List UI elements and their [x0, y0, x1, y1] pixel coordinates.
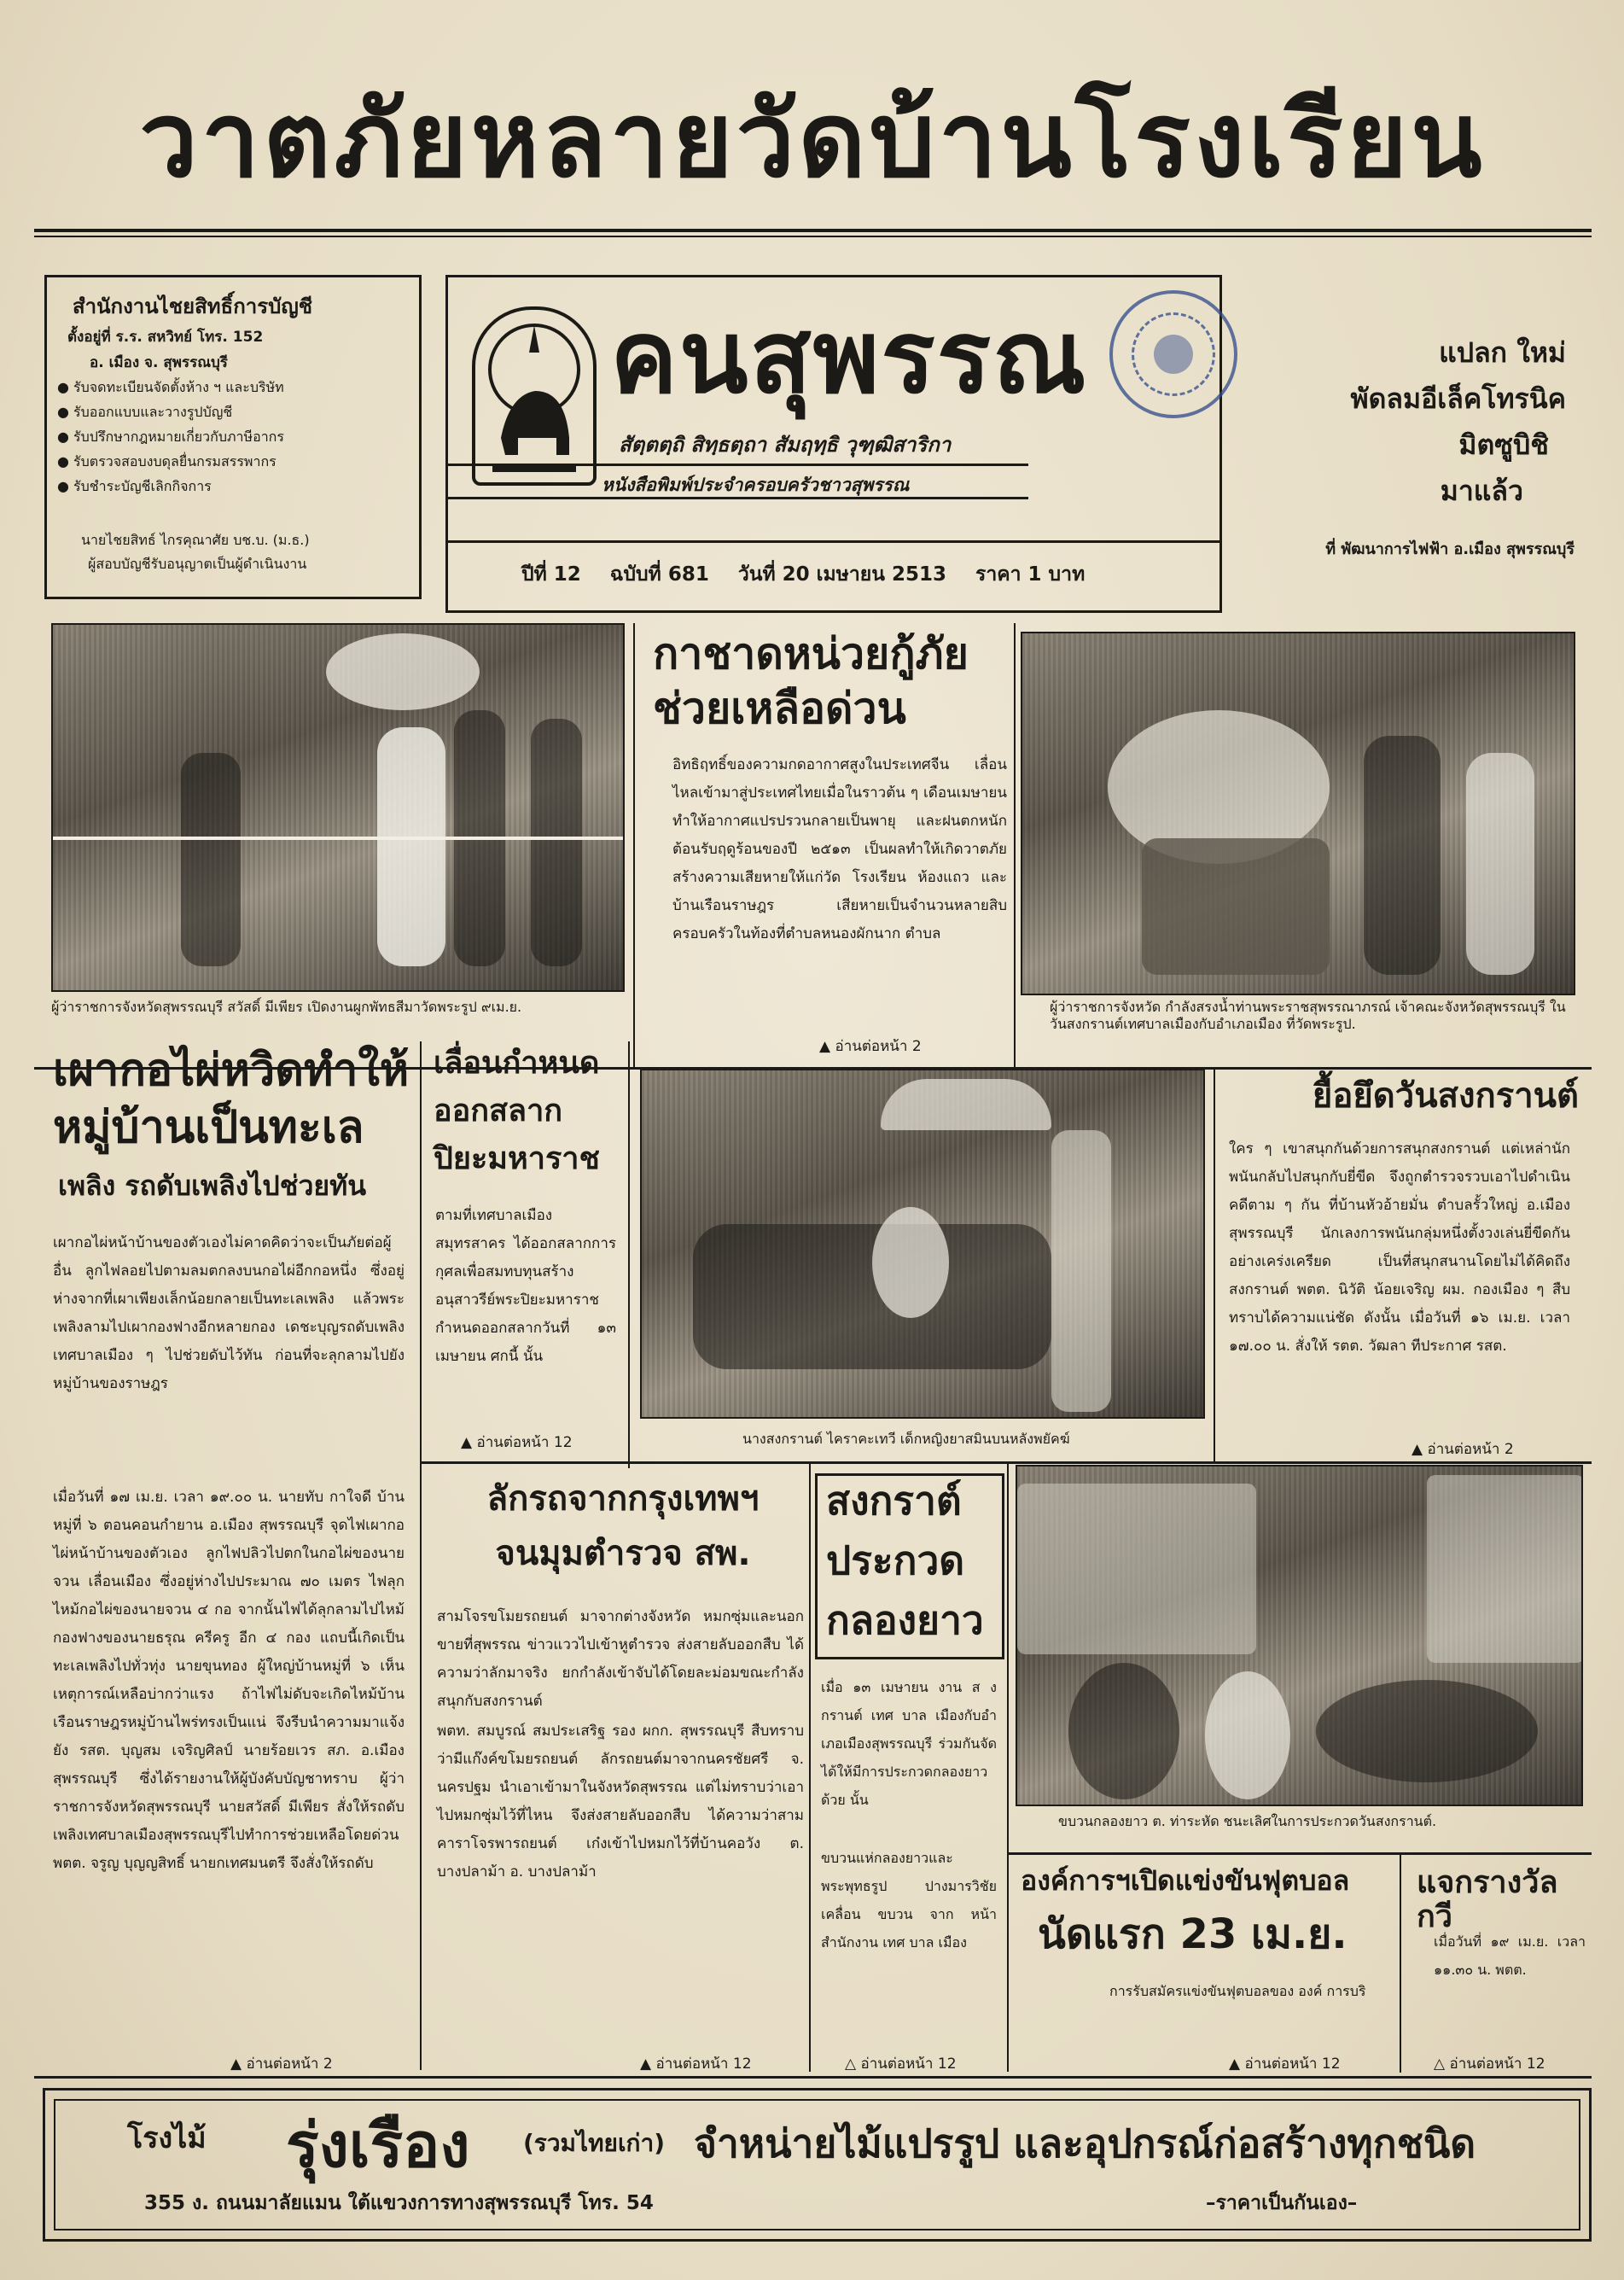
drum-headline-1: สงกราต์: [826, 1478, 962, 1524]
column-rule: [628, 1041, 630, 1468]
lumber-yard-ad: [43, 2088, 1592, 2242]
issue-line-rule: [448, 540, 1220, 543]
lumber-ad-price-note: –ราคาเป็นกันเอง–: [1206, 2192, 1358, 2214]
ad-service-item: ● รับตรวจสอบงบดุลยื่นกรมสรรพากร: [57, 453, 276, 469]
songkran-body: ใคร ๆ เขาสนุกกันด้วยการสนุกสงกรานต์ แต่เหล่านักพนันกลับไปสนุกกับยี่ขีด จึงถูกตำรวจรวบเอาไปดำเนินคดีตาม ๆ กัน ที่บ้านหัวอ้ายมั่น ตำบลรั้วใหญ่ อ.เมือง สุพรรณบุรี นักเลงการพนันกลุ่มหนึ่งตั้งวงเล่นยี่ขีดกันอย่างเคร่งเครียด เป็นที่สนุกสนานโดยไม่ได้คิดถึงสงกรานต์ พตต. นิวัติ น้อยเจริญ ผม. กองเมือง ๆ สืบทราบได้ความแน่ชัด ดังนั้น เมื่อวันที่ ๑๖ เม.ย. เวลา ๑๗.๐๐ น. สั่งให้ รตต. วัฒลา ทีประกาศ รสต.: [1229, 1140, 1570, 1355]
column-rule: [1007, 1464, 1009, 2072]
fire-body-2: เมื่อวันที่ ๑๗ เม.ย. เวลา ๑๙.๐๐ น. นายทับ กาใจดี บ้านหมู่ที่ ๖ ตอนคอนกำยาน อ.เมือง สุพรรณบุรี จุดไฟเผากอไผ่หน้าบ้านของตัวเอง ลูกไฟปลิวไปตกในกอไผ่ของนายจวน เลื่อนเมือง ซึ่งอยู่ห่างไปประมาณ ๗๐ เมตร ไฟลุกไหม้กอไผ่ของนายจวน ๔ กอ จากนั้นไฟได้ลุกลามไปไหม้กองฟางของนายธรุณ ครีครู อีก ๔ กอง แถบนี้เกิดเป็นทะเลเพลิงไปทั่วทุ่ง นายขุนทอง ผู้ใหญ่บ้านหมู่ที่ ๖ เห็นเหตุการณ์เหลือบ่ากว่าแรง ถ้าไฟไม่ดับจะเกิดไหม้บ้านเรือนราษฎรหมู่บ้านไพร่ทรงเป็นแน่ จึงรีบนำความมาแจ้งยัง รสต. บุญสม เจริญศิลป์ นายร้อยเวร สภ. อ.เมือง สุพรรณบุรี ซึ่งได้รายงานให้ผู้บังคับบัญชาทราบ ผู้ว่าราชการจังหวัดสุพรรณบุรี นายสวัสดิ์ มีเพียร สั่งให้รถดับเพลิงเทศบาลเมืองสุพรรณบุรีไปทำการช่วยเหลือโดยด่วน พตต. จรูญ บุญญสิทธิ์ นายกเทศมนตรี จึงสั่งให้รถดับ: [53, 1489, 405, 1872]
ad-manager-note: ผู้สอบบัญชีรับอนุญาตเป็นผู้ดำเนินงาน: [88, 556, 307, 572]
lottery-body: ตามที่เทศบาลเมืองสมุทรสาคร ได้ออกสลากการกุศลเพื่อสมทบทุนสร้างอนุสาวรีย์พระปิยะมหาราช กำหนดออกสลากวันที่ ๑๓ เมษายน ศกนี้ นั้น: [435, 1207, 616, 1365]
fire-headline-3: เพลิง รถดับเพลิงไปช่วยทัน: [58, 1169, 367, 1202]
redcross-headline-2: ช่วยเหลือด่วน: [653, 684, 906, 733]
photo-3-caption: นางสงกรานต์ ไคราคะเทวี เด็กหญิงยาสมินบนหลังพยัคฆ์: [742, 1431, 1070, 1447]
lumber-ad-parenthetical: (รวมไทยเก่า): [523, 2129, 666, 2157]
drum-headline-2: ประกวด: [826, 1537, 965, 1583]
photo-2-caption: ผู้ว่าราชการจังหวัด กำลังสรงน้ำท่านพระราชสุพรรณาภรณ์ เจ้าคณะจังหวัดสุพรรณบุรี ในวันสงกรานต์เทศบาลเมืองกับอำเภอเมือง ที่วัดพระรูป.: [1050, 999, 1566, 1032]
photo-4-caption: ขบวนกลองยาว ต. ท่าระหัด ชนะเลิศในการประกวดวันสงกรานต์.: [1058, 1813, 1437, 1829]
prize-continued: △ อ่านต่อหน้า 12: [1434, 2055, 1545, 2073]
drum-headline-3: กลองยาว: [826, 1597, 984, 1643]
theft-headline-1: ลักรถจากกรุงเทพฯ: [486, 1479, 760, 1519]
issue-number: ฉบับที่ 681: [609, 563, 709, 586]
lottery-continued: ▲ อ่านต่อหน้า 12: [461, 1434, 573, 1451]
issue-line: [521, 559, 1085, 590]
column-rule: [633, 623, 635, 1067]
lumber-ad-tagline: จำหน่ายไม้แปรรูป และอุปกรณ์ก่อสร้างทุกชนิด: [694, 2120, 1476, 2166]
theft-continued: ▲ อ่านต่อหน้า 12: [640, 2055, 752, 2073]
paper-subtitle: หนังสือพิมพ์ประจำครอบครัวชาวสุพรรณ: [602, 475, 910, 495]
footer-rule: [34, 2076, 1592, 2079]
football-headline-2: นัดแรก 23 เม.ย.: [1038, 1910, 1348, 1958]
issue-price: ราคา 1 บาท: [975, 563, 1086, 586]
ad-services-list: [57, 375, 407, 499]
theft-body-2: พตท. สมบูรณ์ สมประเสริฐ รอง ผกก. สุพรรณบุรี สืบทราบว่ามีแก๊งค์ขโมยรถยนต์ ลักรถยนต์มาจากนครชัยศรี จ. นครปฐม นำเอาเข้ามาในจังหวัดสุพรรณ แต่ไม่ทราบว่าเอาไปหมกซุ่มไว้ที่ไหน จึงส่งสายลับออกสืบ ได้ความว่าสามคาราโจรพารถยนต์ เก๋งเข้าไปหมกไว้ที่บ้านคอวัง ต. บางปลาม้า อ. บางปลาม้า: [437, 1723, 804, 1881]
fire-continued: ▲ อ่านต่อหน้า 2: [230, 2055, 333, 2073]
lumber-ad-address: 355 ง. ถนนมาลัยแมน ใต้แขวงการทางสุพรรณบุรี โทร. 54: [144, 2192, 654, 2214]
ad-address-1: ตั้งอยู่ที่ ร.ร. สหวิทย์ โทร. 152: [67, 329, 264, 346]
paper-motto: สัตฺตตฺถิ สิทฺธตฺถา สัมฤทฺธิ วุฑฺฒิสาริกา: [619, 433, 952, 457]
lumber-ad-name: รุ่งเรือง: [286, 2108, 470, 2181]
subtitle-band: [448, 464, 1028, 499]
issue-date: วันที่ 20 เมษายน 2513: [737, 563, 946, 586]
ad-address-2: อ. เมือง จ. สุพรรณบุรี: [90, 354, 228, 371]
ad-service-item: ● รับจดทะเบียนจัดตั้งห้าง ฯ และบริษัท: [57, 379, 284, 395]
photo-water-pouring: [1021, 632, 1575, 995]
songkran-headline: ยื้อยึดวันสงกรานต์: [1312, 1076, 1579, 1116]
lottery-headline-3: ปิยะมหาราช: [434, 1141, 600, 1176]
column-rule: [1400, 1854, 1401, 2073]
fan-ad-line-4: มาแล้ว: [1440, 475, 1523, 507]
fire-headline-2: หมู่บ้านเป็นทะเล: [53, 1102, 364, 1153]
elephant-emblem-icon: [472, 306, 597, 486]
paper-name: คนสุพรรณ: [610, 297, 1088, 416]
column-rule: [1014, 623, 1016, 1067]
prize-headline: แจกรางวัลกวี: [1417, 1865, 1558, 1935]
theft-body-1: สามโจรขโมยรถยนต์ มาจากต่างจังหวัด หมกซุ่มและนอกขายที่สุพรรณ ข่าวแววไปเข้าหูตำรวจ ส่งสายลับออกสืบ ได้ความว่าลักมาจริง ยกกำลังเข้าจับได้โดยละม่อมขณะกำลังสนุกกับสงกรานต์: [437, 1608, 804, 1710]
fire-body-1: เผากอไผ่หน้าบ้านของตัวเองไม่คาดคิดว่าจะเป็นภัยต่อผู้อื่น ลูกไฟลอยไปตามลมตกลงบนกอไผ่อีกกอหนึ่ง ซึ่งอยู่ห่างจากที่เผาเพียงเล็กน้อยกลายเป็นทะเลเพลิง แล้วพระเพลิงลามไปเผากองฟางอีกหลายกอง เดชะบุญรถดับเพลิงเทศบาลเมือง ๆ ไปช่วยดับไว้ทัน ก่อนที่จะลุกลามไปยังหมู่บ้านของราษฎร: [53, 1234, 405, 1392]
column-rule: [420, 1041, 422, 2070]
songkran-continued: ▲ อ่านต่อหน้า 2: [1412, 1441, 1514, 1458]
section-rule: [1009, 1852, 1592, 1855]
football-continued: ▲ อ่านต่อหน้า 12: [1229, 2055, 1341, 2073]
photo-songkran-queen: [640, 1069, 1205, 1419]
lottery-headline-2: ออกสลาก: [434, 1093, 563, 1128]
drum-body-2: ขบวนแห่กลองยาวและพระพุทธรูป ปางมารวิชัย เคลื่อน ขบวน จาก หน้าสำนักงาน เทศ บาล เมือง: [821, 1850, 997, 1951]
drum-headline-box: [815, 1473, 1004, 1659]
prize-body: เมื่อวันที่ ๑๙ เม.ย. เวลา ๑๑.๓๐ น. พตต.: [1434, 1933, 1586, 1978]
ad-service-item: ● รับชำระบัญชีเลิกกิจการ: [57, 478, 212, 494]
redcross-body: อิทธิฤทธิ์ของความกดอากาศสูงในประเทศจีน เลื่อนไหลเข้ามาสู่ประเทศไทยเมื่อในราวต้น ๆ เดือนเมษายน ทำให้อากาศแปรปรวนกลายเป็นพายุ และฝนตกหนักต้อนรับฤดูร้อนของปี ๒๕๑๓ เป็นผลทำให้เกิดวาตภัยสร้างความเสียหายให้แก่วัด โรงเรียน ห้องแถว และบ้านเรือนราษฎร เสียหายเป็นจำนวนหลายสิบครอบครัวในท้องที่ตำบลหนองผักนาก ตำบล: [672, 756, 1007, 942]
theft-headline-2: จนมุมตำรวจ สพ.: [495, 1534, 751, 1573]
banner-rule-thin: [34, 236, 1592, 237]
drum-body-1: เมื่อ ๑๓ เมษายน งาน ส ง กรานต์ เทศ บาล เมืองกับอำ เภอเมืองสุพรรณบุรี ร่วมกันจัด ได้ให้มีการประกวดกลองยาวด้วย นั้น: [821, 1679, 997, 1808]
lumber-ad-prefix: โรงไม้: [127, 2121, 207, 2155]
library-stamp-icon: [1109, 290, 1237, 418]
accounting-office-ad: [44, 275, 422, 599]
ad-service-item: ● รับปรึกษากฎหมายเกี่ยวกับภาษีอากร: [57, 429, 284, 445]
banner-rule: [34, 229, 1592, 232]
photo-1-caption: ผู้ว่าราชการจังหวัดสุพรรณบุรี สวัสดิ์ มีเพียร เปิดงานผูกพัทธสีมาวัดพระรูป ๙เม.ย.: [51, 999, 522, 1015]
ad-title: สำนักงานไชยสิทธิ์การบัญชี: [73, 294, 313, 318]
column-rule: [1214, 1069, 1215, 1461]
nameplate: [445, 275, 1222, 613]
fan-ad-line-2: พัดลมอีเล็คโทรนิค: [1350, 382, 1566, 415]
banner-headline: วาตภัยหลายวัดบ้านโรงเรียน: [139, 78, 1486, 201]
drum-continued: △ อ่านต่อหน้า 12: [845, 2055, 957, 2073]
column-rule: [809, 1464, 811, 2072]
football-headline-1: องค์การฯเปิดแข่งขันฟุตบอล: [1021, 1864, 1350, 1897]
fire-headline-1: เผากอไผ่หวิดทำให้: [53, 1045, 410, 1096]
photo-drum-procession: [1016, 1465, 1583, 1806]
photo-ribbon-cutting: [51, 623, 625, 992]
electric-fan-ad: [1237, 275, 1583, 613]
fan-ad-line-1: แปลก ใหม่: [1439, 336, 1566, 369]
redcross-headline-1: กาชาดหน่วยกู้ภัย: [653, 629, 969, 679]
lottery-headline-1: เลื่อนกำหนด: [434, 1046, 600, 1081]
issue-year: ปีที่ 12: [521, 563, 581, 586]
football-body: การรับสมัครแข่งขันฟุตบอลของ องค์ การบริ: [1109, 1983, 1366, 1999]
redcross-continued: ▲ อ่านต่อหน้า 2: [819, 1038, 922, 1055]
fan-ad-line-3: มิตซูบิชิ: [1458, 429, 1549, 461]
fan-ad-line-5: ที่ พัฒนาการไฟฟ้า อ.เมือง สุพรรณบุรี: [1325, 540, 1575, 558]
ad-service-item: ● รับออกแบบและวางรูปบัญชี: [57, 404, 233, 420]
ad-manager: นายไชยสิทธ์ ไกรคุณาศัย บช.บ. (ม.ธ.): [81, 532, 310, 548]
